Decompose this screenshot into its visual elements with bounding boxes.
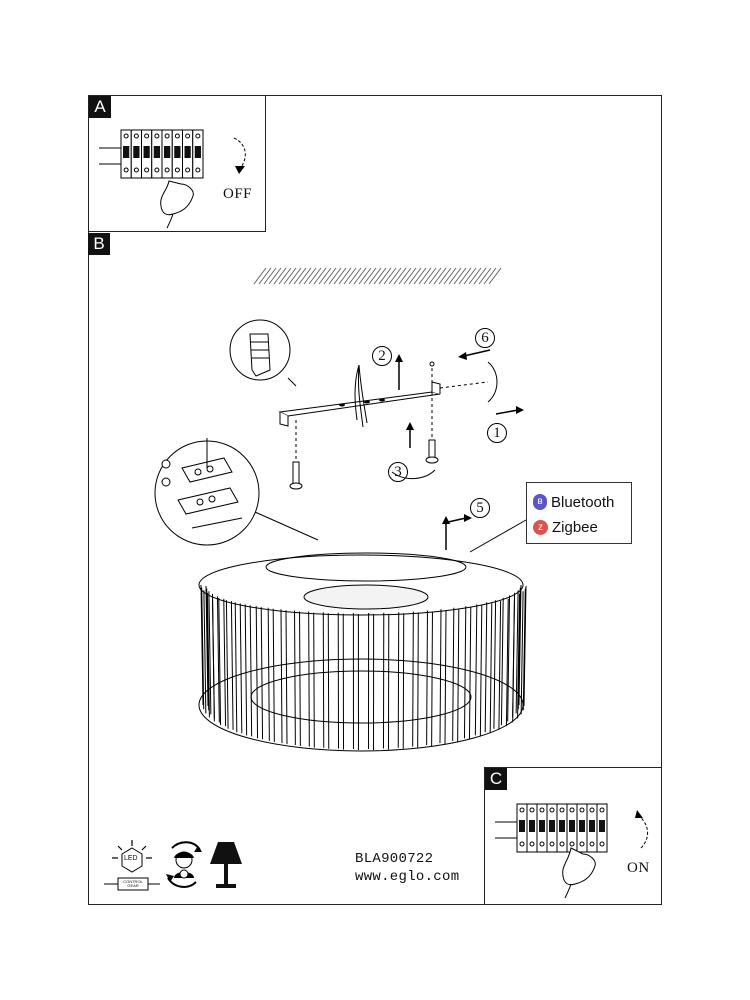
table-lamp-icon bbox=[208, 838, 244, 890]
terminal-wiring-detail bbox=[152, 438, 262, 548]
bluetooth-icon: ʙ bbox=[533, 494, 547, 510]
step-3-label: 3 bbox=[388, 462, 408, 482]
qualified-electrician-icon bbox=[162, 838, 206, 890]
panel-c-action-label: ON bbox=[627, 860, 650, 876]
panel-c-tag: C bbox=[485, 768, 507, 790]
step-5-label: 5 bbox=[470, 498, 490, 518]
wireless-compatibility-box bbox=[526, 482, 632, 544]
zigbee-row bbox=[533, 517, 598, 537]
step-2-label: 2 bbox=[372, 346, 392, 366]
bluetooth-row bbox=[533, 492, 614, 512]
led-control-gear-icon bbox=[104, 838, 160, 902]
control-gear-icon-text: CONTROL GEAR bbox=[123, 879, 143, 888]
ceiling-lamp-illustration bbox=[196, 545, 536, 765]
panel-b-tag: B bbox=[88, 233, 110, 255]
panel-a-tag: A bbox=[89, 96, 111, 118]
led-icon-text: LED bbox=[124, 855, 138, 862]
zigbee-icon: z bbox=[533, 520, 548, 535]
breaker-on-illustration bbox=[485, 768, 663, 906]
panel-c bbox=[484, 767, 662, 905]
website-url: www.eglo.com bbox=[355, 869, 460, 885]
zigbee-label: Zigbee bbox=[552, 518, 598, 536]
panel-a-action-label: OFF bbox=[223, 186, 253, 202]
step-6-label: 6 bbox=[475, 328, 495, 348]
model-number: BLA900722 bbox=[355, 851, 434, 867]
bluetooth-label: Bluetooth bbox=[551, 493, 615, 511]
step-1-label: 1 bbox=[487, 423, 507, 443]
